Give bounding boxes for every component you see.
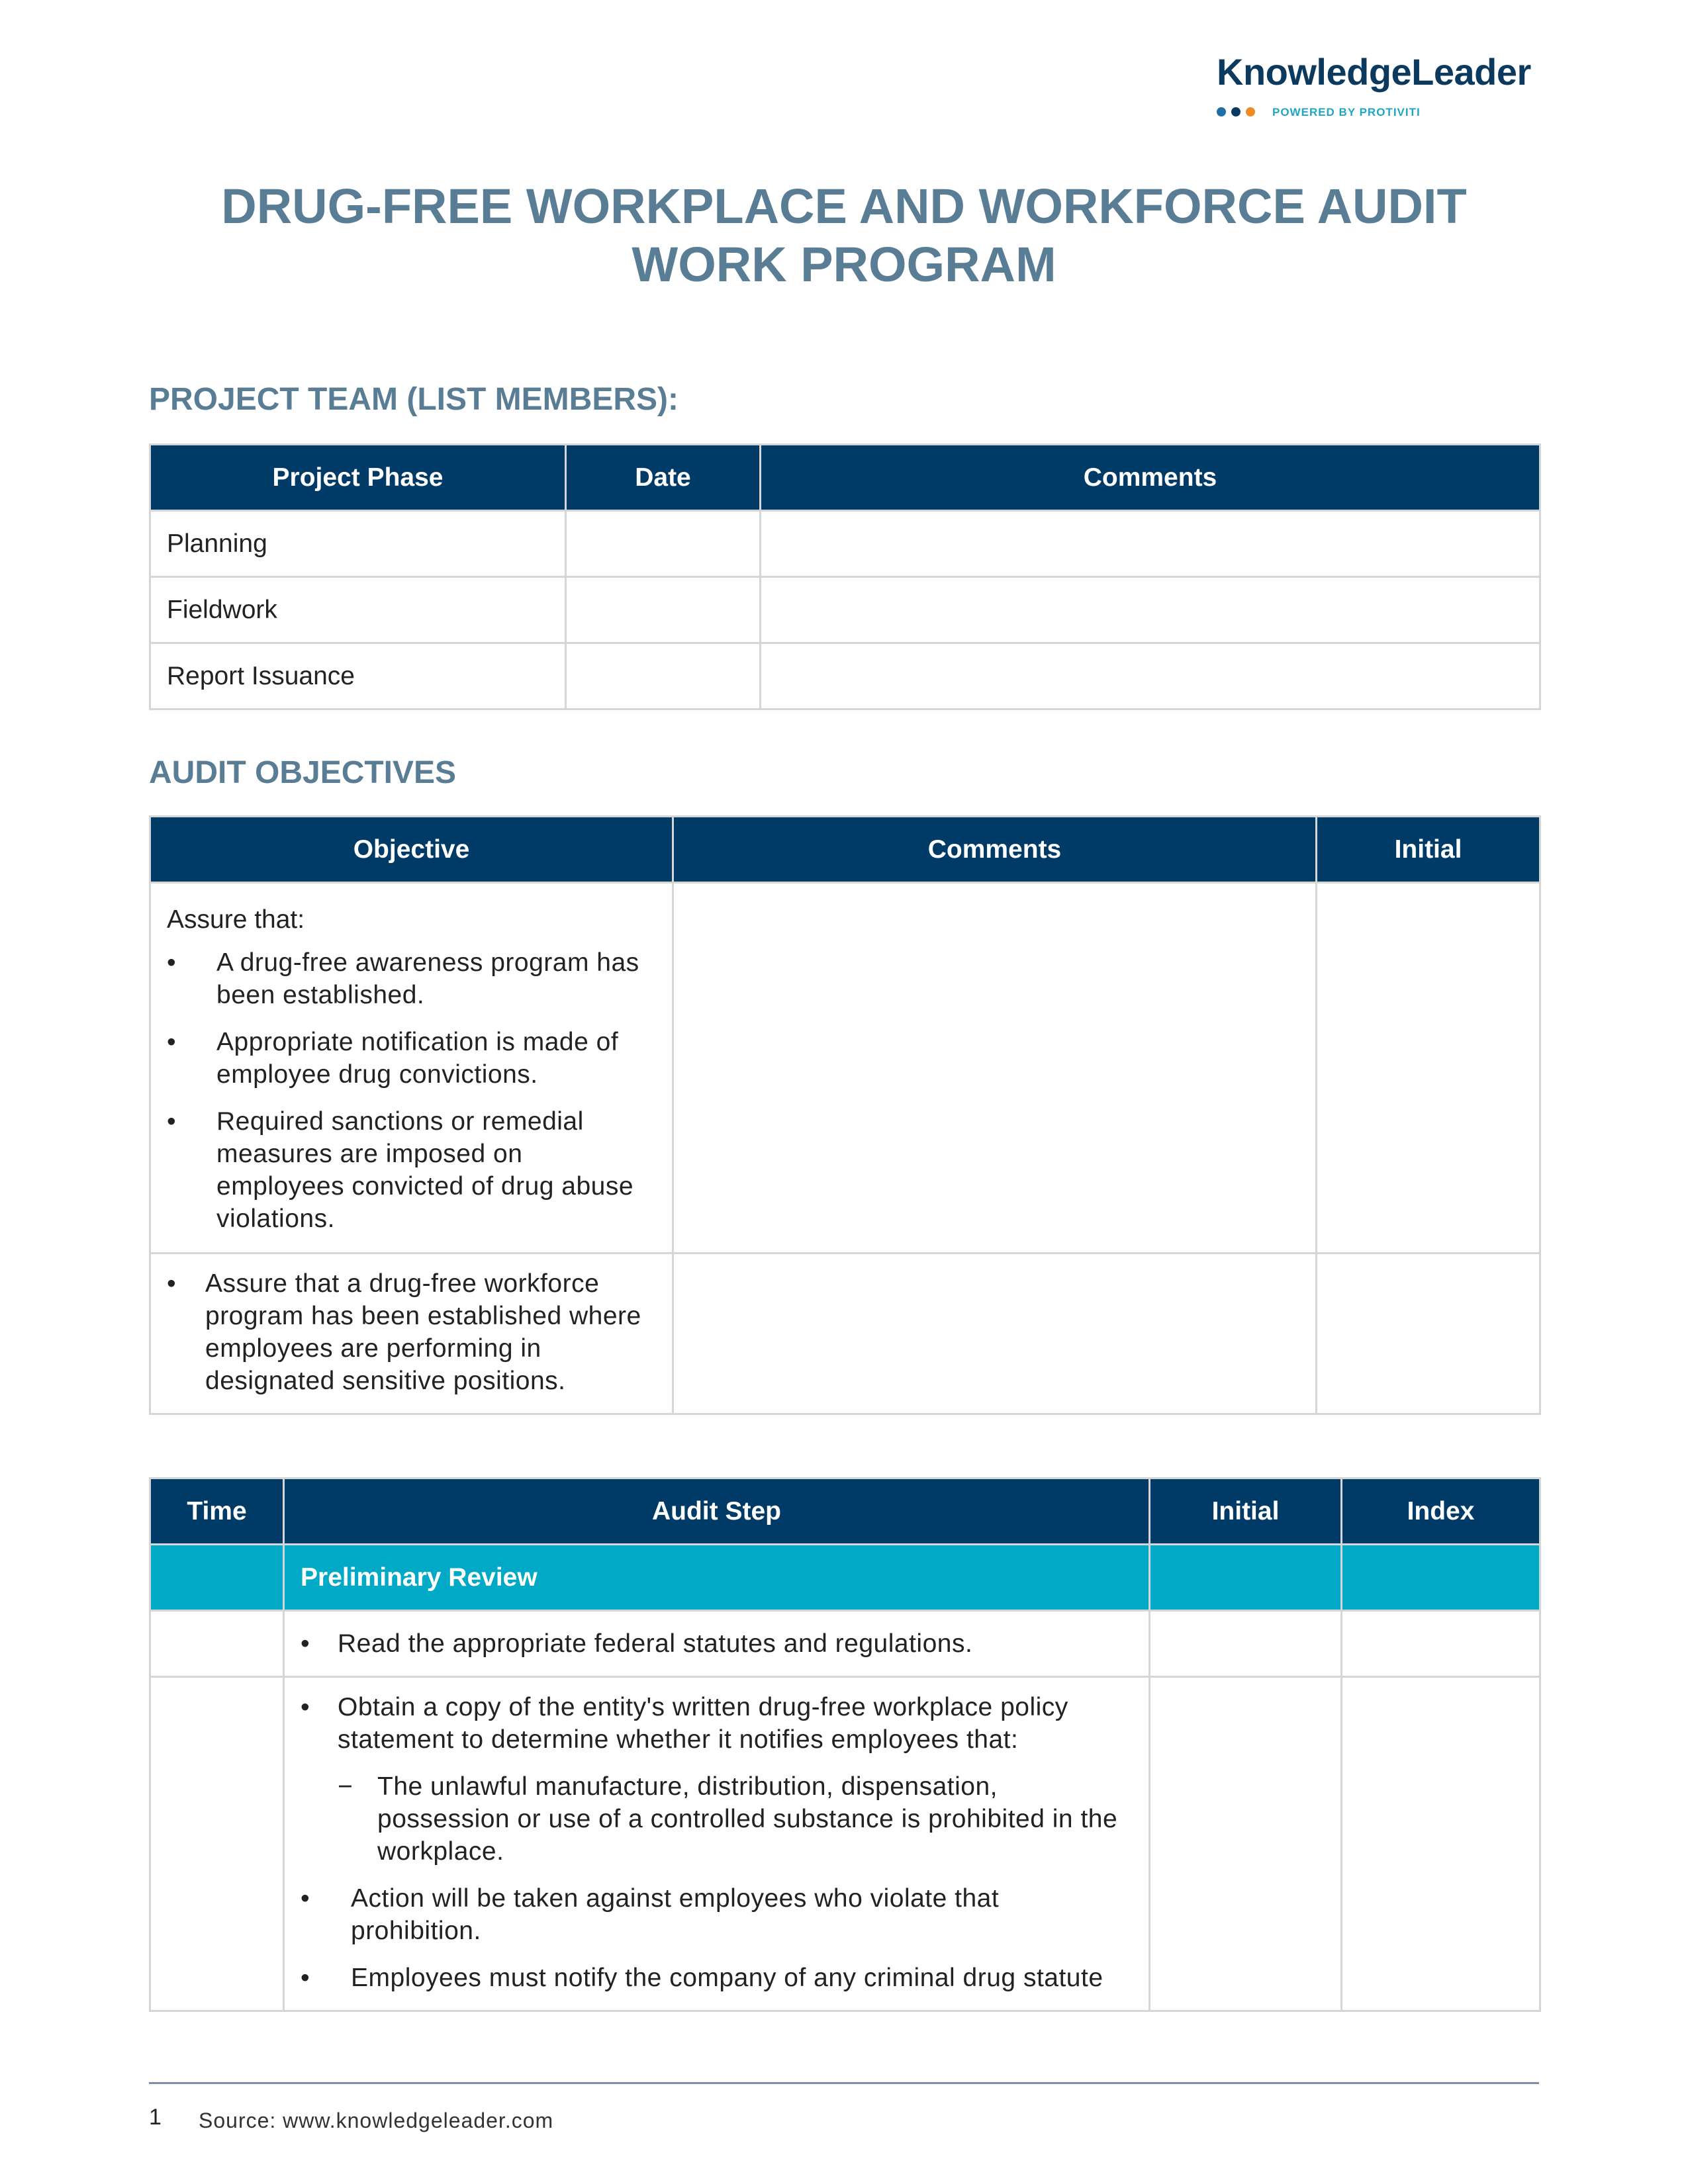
header-date: Date	[566, 445, 761, 511]
comments-cell[interactable]	[673, 1253, 1317, 1414]
header-time: Time	[150, 1479, 284, 1545]
step-text: Employees must notify the company of any criminal drug statute	[351, 1964, 1103, 1992]
initial-cell[interactable]	[1317, 883, 1540, 1253]
phase-cell: Planning	[150, 511, 566, 577]
knowledgeleader-logo	[1217, 50, 1534, 123]
initial-cell[interactable]	[1150, 1611, 1342, 1677]
sub-step-text: The unlawful manufacture, distribution, dispensation, possession or use of a controlled substance is prohibited in the workplace.	[377, 1772, 1118, 1866]
logo-dot	[1246, 107, 1255, 116]
list-item	[167, 1026, 656, 1091]
dash-icon: −	[338, 1772, 353, 1801]
step-list	[301, 1627, 1133, 1660]
phase-cell: Report Issuance	[150, 643, 566, 709]
table-row	[150, 643, 1540, 709]
index-cell	[1342, 1545, 1540, 1611]
page-number: 1	[149, 2105, 162, 2130]
table-row	[150, 577, 1540, 643]
bullet-icon: •	[167, 1107, 177, 1136]
list-item	[301, 1691, 1133, 1868]
logo-dot	[1217, 107, 1226, 116]
table-row	[150, 1611, 1540, 1677]
section-row-preliminary-review	[150, 1545, 1540, 1611]
header-project-phase: Project Phase	[150, 445, 566, 511]
date-cell[interactable]	[566, 577, 761, 643]
objective-list	[167, 946, 656, 1235]
index-cell[interactable]	[1342, 1611, 1540, 1677]
table-row	[150, 1677, 1540, 2011]
audit-steps-table	[149, 1477, 1541, 2012]
table-row	[150, 511, 1540, 577]
audit-objectives-heading: AUDIT OBJECTIVES	[149, 755, 457, 790]
title-line-2: WORK PROGRAM	[632, 237, 1056, 292]
table-row	[150, 1253, 1540, 1414]
header-index: Index	[1342, 1479, 1540, 1545]
bullet-icon: •	[301, 1693, 310, 1721]
section-title: Preliminary Review	[284, 1545, 1150, 1611]
objective-cell	[150, 883, 673, 1253]
list-item	[167, 1105, 656, 1235]
step-text: Obtain a copy of the entity's written drug-free workplace policy statement to determine whether it notifies employees that:	[338, 1693, 1068, 1754]
step-text: Read the appropriate federal statutes and regulations.	[338, 1629, 973, 1658]
logo-subtitle: POWERED BY PROTIVITI	[1272, 106, 1421, 118]
step-list	[301, 1691, 1133, 1994]
source-footer: Source: www.knowledgeleader.com	[199, 2109, 554, 2132]
initial-cell[interactable]	[1317, 1253, 1540, 1414]
objective-text: Required sanctions or remedial measures are imposed on employees convicted of drug abuse violations.	[216, 1107, 634, 1233]
list-item	[167, 1267, 656, 1397]
date-cell[interactable]	[566, 643, 761, 709]
comments-cell[interactable]	[761, 643, 1540, 709]
header-audit-step: Audit Step	[284, 1479, 1150, 1545]
step-text: Action will be taken against employees who violate that prohibition.	[351, 1884, 1000, 1945]
header-initial: Initial	[1150, 1479, 1342, 1545]
comments-cell[interactable]	[673, 883, 1317, 1253]
list-item	[301, 1882, 1133, 1947]
audit-objectives-table	[149, 815, 1541, 1415]
project-team-table	[149, 443, 1541, 710]
bullet-icon: •	[167, 1028, 177, 1056]
bullet-icon: •	[301, 1884, 310, 1913]
sub-list	[338, 1770, 1133, 1868]
title-line-1: DRUG-FREE WORKPLACE AND WORKFORCE AUDIT	[221, 179, 1467, 234]
objective-list	[167, 1267, 656, 1397]
time-cell[interactable]	[150, 1677, 284, 2011]
initial-cell	[1150, 1545, 1342, 1611]
phase-cell: Fieldwork	[150, 577, 566, 643]
objective-text: Appropriate notification is made of employee drug convictions.	[216, 1028, 619, 1089]
header-comments: Comments	[673, 817, 1317, 883]
project-team-heading: PROJECT TEAM (LIST MEMBERS):	[149, 382, 679, 417]
document-title	[149, 177, 1539, 294]
objective-text: A drug-free awareness program has been established.	[216, 948, 639, 1009]
assure-intro: Assure that:	[167, 905, 305, 934]
initial-cell[interactable]	[1150, 1677, 1342, 2011]
comments-cell[interactable]	[761, 511, 1540, 577]
logo-dot	[1231, 107, 1241, 116]
index-cell[interactable]	[1342, 1677, 1540, 2011]
objective-text: Assure that a drug-free workforce program has been established where employees are performing in designated sensitive positions.	[205, 1269, 641, 1395]
logo-dots-icon	[1217, 107, 1259, 118]
time-cell	[150, 1545, 284, 1611]
objective-cell	[150, 1253, 673, 1414]
footer-divider	[149, 2082, 1539, 2084]
list-item	[338, 1770, 1133, 1868]
list-item	[301, 1627, 1133, 1660]
logo-wordmark: KnowledgeLeader	[1217, 51, 1531, 93]
bullet-icon: •	[167, 948, 177, 977]
bullet-icon: •	[167, 1269, 177, 1298]
comments-cell[interactable]	[761, 577, 1540, 643]
list-item	[301, 1962, 1133, 1994]
list-item	[167, 946, 656, 1011]
time-cell[interactable]	[150, 1611, 284, 1677]
table-row	[150, 883, 1540, 1253]
audit-step-cell	[284, 1677, 1150, 2011]
bullet-icon: •	[301, 1964, 310, 1992]
header-comments: Comments	[761, 445, 1540, 511]
header-objective: Objective	[150, 817, 673, 883]
header-initial: Initial	[1317, 817, 1540, 883]
bullet-icon: •	[301, 1629, 310, 1658]
audit-step-cell	[284, 1611, 1150, 1677]
date-cell[interactable]	[566, 511, 761, 577]
